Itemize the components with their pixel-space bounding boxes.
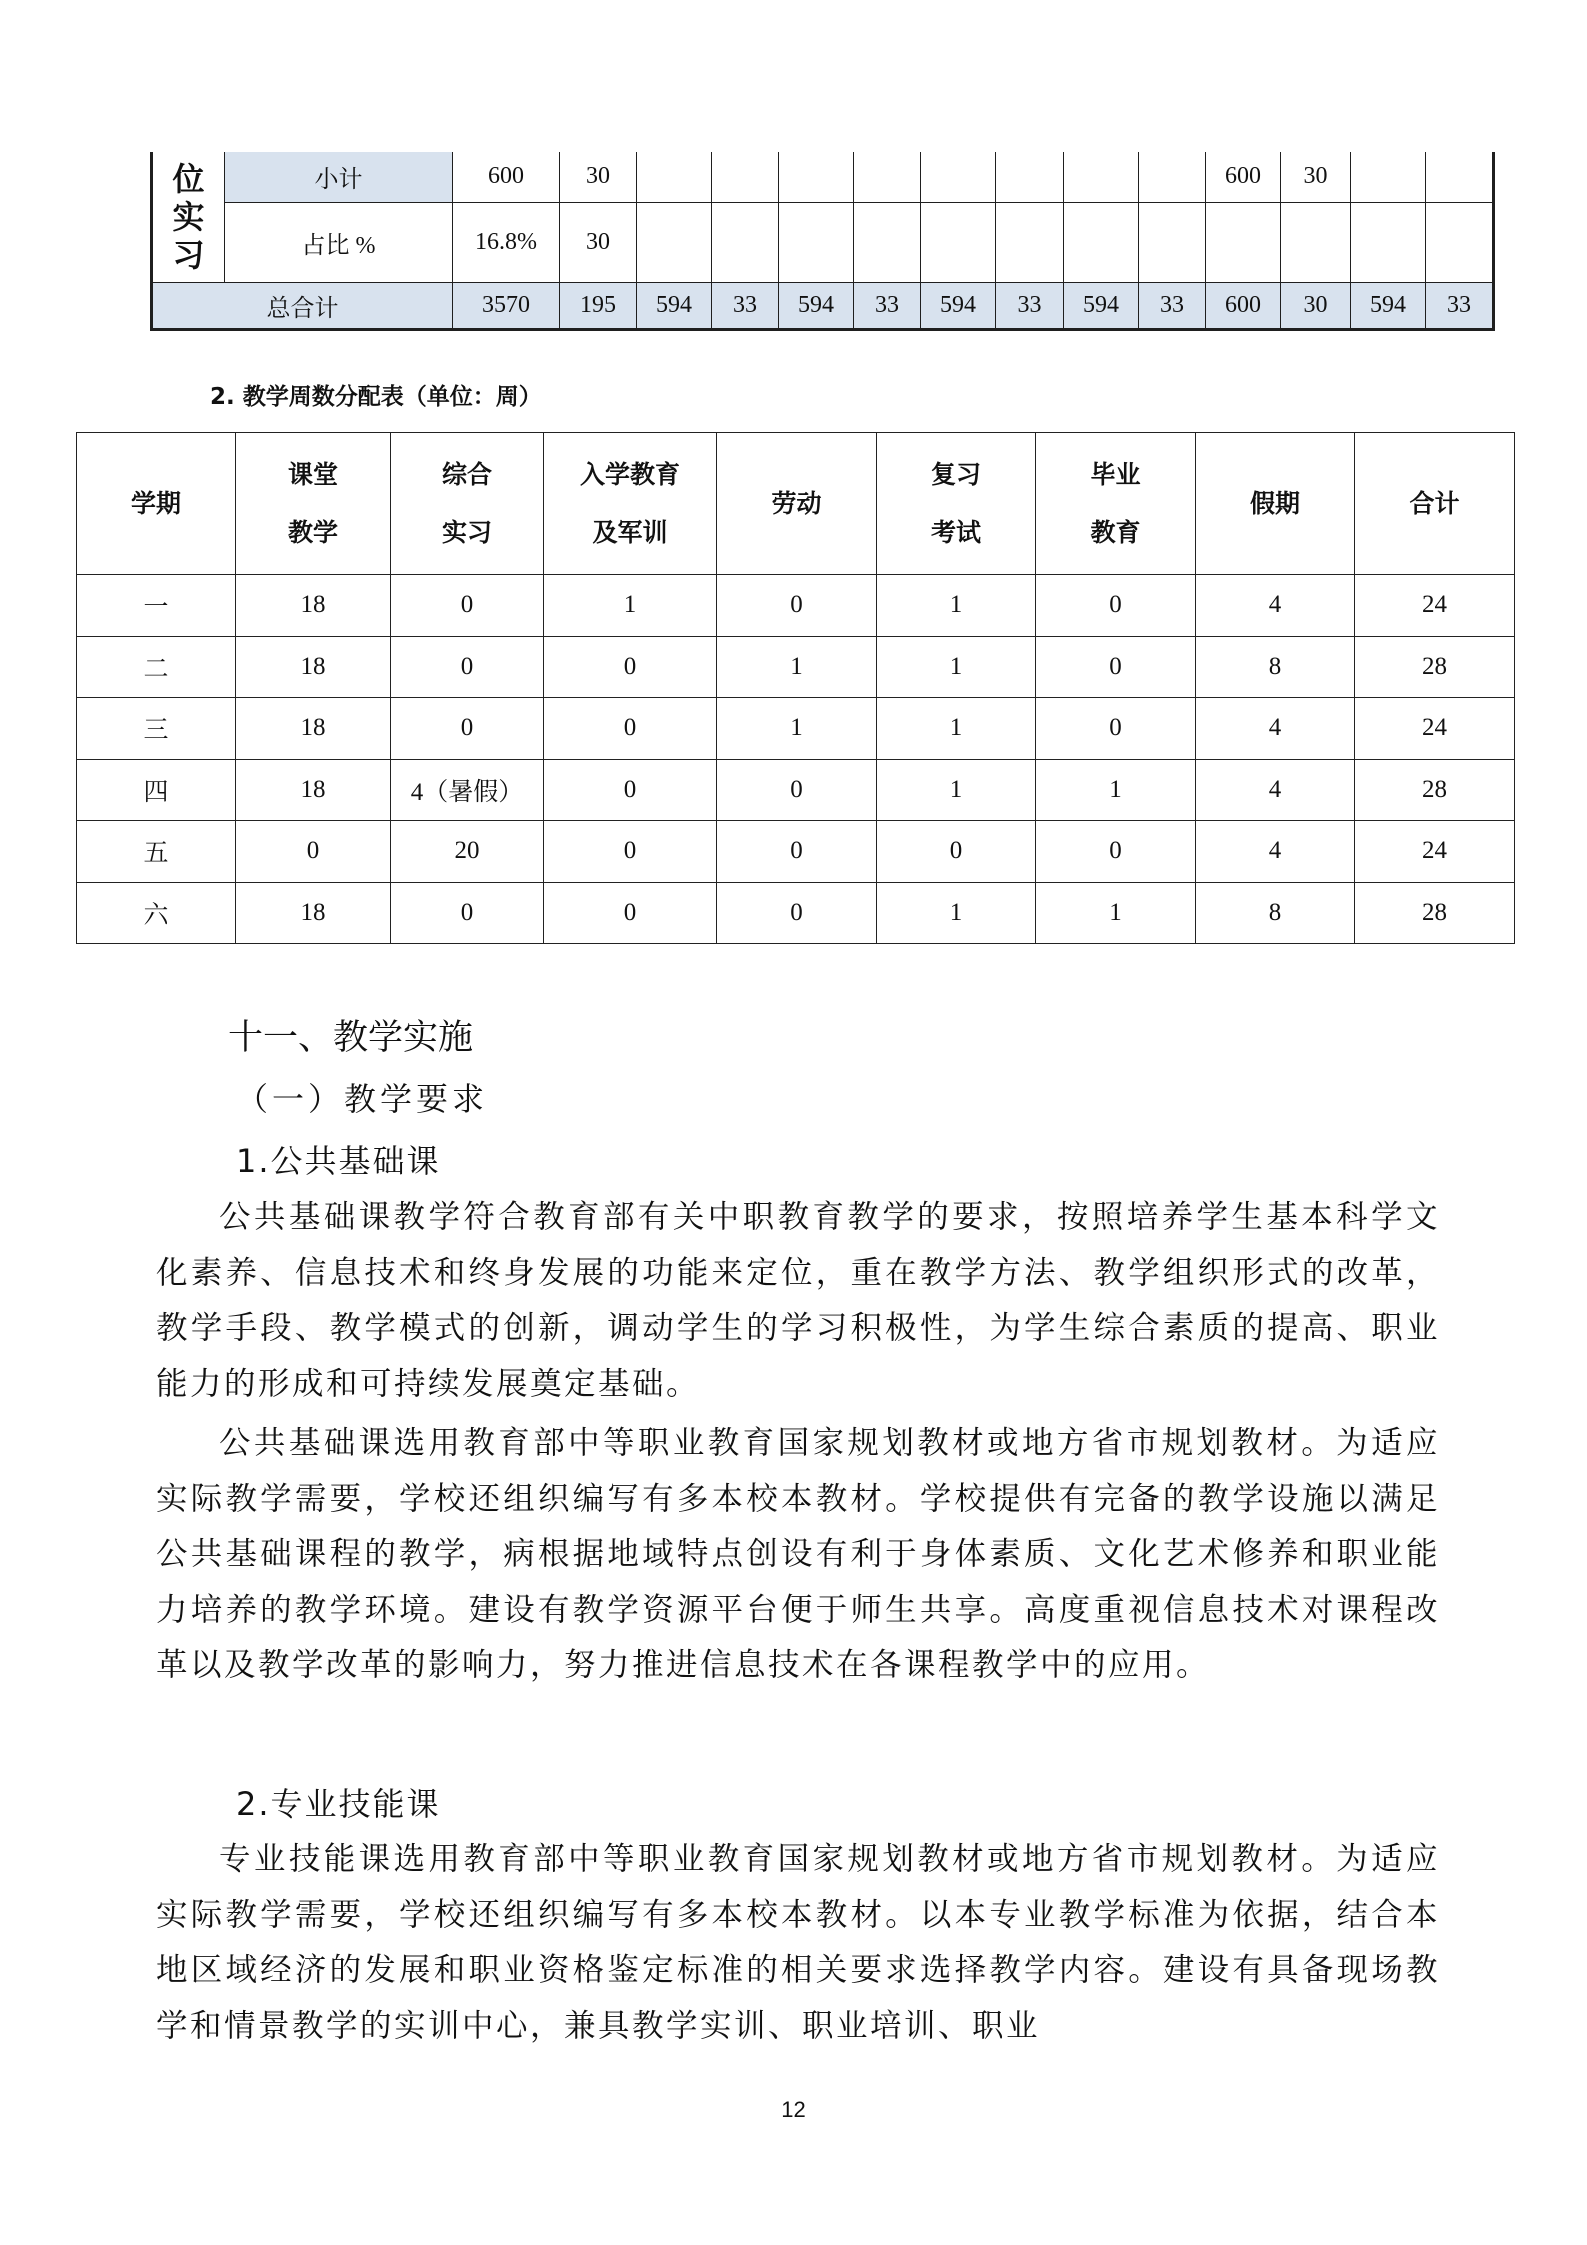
cell: 五 — [77, 821, 236, 883]
cell: 1 — [717, 636, 877, 698]
cell: 33 — [1139, 282, 1206, 329]
column-header: 毕业 教育 — [1036, 433, 1196, 575]
cell: 30 — [560, 152, 637, 202]
cell: 0 — [717, 821, 877, 883]
cell: 600 — [1206, 282, 1281, 329]
table-row — [77, 821, 1515, 883]
cell: 594 — [637, 282, 712, 329]
credit-summary-table — [150, 152, 1495, 331]
cell — [1139, 152, 1206, 202]
row-label-percentage: 占比 % — [225, 202, 453, 282]
cell — [1426, 152, 1494, 202]
cell: 33 — [712, 282, 779, 329]
cell: 28 — [1355, 882, 1515, 944]
cell: 1 — [544, 575, 717, 637]
cell: 600 — [1206, 152, 1281, 202]
cell: 0 — [717, 759, 877, 821]
cell: 1 — [1036, 882, 1196, 944]
cell: 1 — [877, 759, 1036, 821]
cell — [712, 152, 779, 202]
cell: 594 — [921, 282, 996, 329]
column-header: 假期 — [1196, 433, 1355, 575]
cell — [921, 152, 996, 202]
row-label-grand-total: 总合计 — [152, 282, 453, 329]
cell: 33 — [1426, 282, 1494, 329]
cell: 二 — [77, 636, 236, 698]
table-row — [152, 202, 1494, 282]
table-row — [77, 636, 1515, 698]
cell: 0 — [1036, 636, 1196, 698]
column-header: 入学教育 及军训 — [544, 433, 717, 575]
cell: 28 — [1355, 759, 1515, 821]
cell: 600 — [453, 152, 560, 202]
cell: 28 — [1355, 636, 1515, 698]
cell: 0 — [717, 882, 877, 944]
cell: 18 — [236, 698, 391, 760]
cell — [637, 152, 712, 202]
table-row — [77, 698, 1515, 760]
cell: 594 — [1064, 282, 1139, 329]
cell: 20 — [391, 821, 544, 883]
cell: 4 — [1196, 698, 1355, 760]
table-row — [77, 882, 1515, 944]
item-heading-professional-courses: 2.专业技能课 — [236, 1785, 441, 1823]
cell: 0 — [1036, 698, 1196, 760]
cell: 4 — [1196, 575, 1355, 637]
cell — [637, 202, 712, 282]
table-row — [77, 759, 1515, 821]
cell: 24 — [1355, 821, 1515, 883]
cell: 1 — [1036, 759, 1196, 821]
cell: 0 — [391, 575, 544, 637]
cell: 3570 — [453, 282, 560, 329]
column-header: 合计 — [1355, 433, 1515, 575]
cell: 30 — [1281, 282, 1351, 329]
cell: 594 — [1351, 282, 1426, 329]
cell: 195 — [560, 282, 637, 329]
cell — [779, 202, 854, 282]
cell: 0 — [236, 821, 391, 883]
row-label-subtotal: 小计 — [225, 152, 453, 202]
cell: 0 — [544, 636, 717, 698]
paragraph: 公共基础课选用教育部中等职业教育国家规划教材或地方省市规划教材。为适应实际教学需要，学校还组织编写有多本校本教材。学校提供有完备的教学设施以满足公共基础课程的教学，病根据地域特点创设有利于身体素质、文化艺术修养和职业能力培养的教学环境。建设有教学资源平台便于师生共享。高度重视信息技术对课程改革以及教学改革的影响力，努力推进信息技术在各课程教学中的应用。 — [156, 1425, 1440, 1683]
cell — [1281, 202, 1351, 282]
cell: 4 — [1196, 821, 1355, 883]
page-number: 12 — [781, 2097, 806, 2122]
cell: 18 — [236, 575, 391, 637]
item-heading-public-courses: 1.公共基础课 — [236, 1142, 441, 1180]
week-allocation-table — [76, 432, 1515, 944]
cell: 24 — [1355, 698, 1515, 760]
cell: 一 — [77, 575, 236, 637]
table-row — [152, 152, 1494, 202]
cell: 0 — [544, 698, 717, 760]
cell: 8 — [1196, 636, 1355, 698]
cell: 16.8% — [453, 202, 560, 282]
cell: 0 — [391, 636, 544, 698]
cell: 18 — [236, 882, 391, 944]
cell: 33 — [996, 282, 1064, 329]
cell — [996, 202, 1064, 282]
cell — [1206, 202, 1281, 282]
cell — [779, 152, 854, 202]
paragraph: 公共基础课教学符合教育部有关中职教育教学的要求，按照培养学生基本科学文化素养、信息技术和终身发展的功能来定位，重在教学方法、教学组织形式的改革，教学手段、教学模式的创新，调动学生的学习积极性，为学生综合素质的提高、职业能力的形成和可持续发展奠定基础。 — [156, 1199, 1440, 1402]
cell — [854, 152, 921, 202]
cell — [1064, 202, 1139, 282]
cell: 0 — [877, 821, 1036, 883]
cell: 4 — [1196, 759, 1355, 821]
cell: 594 — [779, 282, 854, 329]
cell: 0 — [391, 882, 544, 944]
internship-stub-label: 位 实 习 — [152, 152, 225, 282]
cell: 0 — [544, 882, 717, 944]
cell: 30 — [560, 202, 637, 282]
cell: 18 — [236, 636, 391, 698]
cell: 1 — [877, 575, 1036, 637]
cell: 1 — [717, 698, 877, 760]
column-header: 综合 实习 — [391, 433, 544, 575]
cell — [1139, 202, 1206, 282]
cell: 0 — [1036, 821, 1196, 883]
cell: 1 — [877, 882, 1036, 944]
week-table-caption: 2. 教学周数分配表（单位：周） — [210, 384, 542, 410]
cell: 三 — [77, 698, 236, 760]
cell: 0 — [544, 759, 717, 821]
cell — [1351, 152, 1426, 202]
cell: 0 — [1036, 575, 1196, 637]
cell: 18 — [236, 759, 391, 821]
section-heading: 十一、教学实施 — [228, 1018, 474, 1058]
cell — [996, 152, 1064, 202]
cell — [854, 202, 921, 282]
cell — [712, 202, 779, 282]
cell: 30 — [1281, 152, 1351, 202]
table-row — [77, 575, 1515, 637]
cell: 4（暑假） — [391, 759, 544, 821]
cell: 33 — [854, 282, 921, 329]
cell: 1 — [877, 698, 1036, 760]
cell: 四 — [77, 759, 236, 821]
cell: 1 — [877, 636, 1036, 698]
column-header: 复习 考试 — [877, 433, 1036, 575]
cell: 24 — [1355, 575, 1515, 637]
cell — [1426, 202, 1494, 282]
table-row-total — [152, 282, 1494, 329]
table-header-row — [77, 433, 1515, 575]
column-header: 课堂 教学 — [236, 433, 391, 575]
cell — [921, 202, 996, 282]
cell — [1064, 152, 1139, 202]
cell: 六 — [77, 882, 236, 944]
paragraph: 专业技能课选用教育部中等职业教育国家规划教材或地方省市规划教材。为适应实际教学需要，学校还组织编写有多本校本教材。以本专业教学标准为依据，结合本地区域经济的发展和职业资格鉴定标准的相关要求选择教学内容。建设有具备现场教学和情景教学的实训中心，兼具教学实训、职业培训、职业 — [156, 1841, 1440, 2044]
cell: 0 — [544, 821, 717, 883]
cell: 0 — [717, 575, 877, 637]
cell: 8 — [1196, 882, 1355, 944]
column-header: 劳动 — [717, 433, 877, 575]
cell — [1351, 202, 1426, 282]
sub-heading: （一）教学要求 — [236, 1080, 489, 1118]
cell: 0 — [391, 698, 544, 760]
column-header: 学期 — [77, 433, 236, 575]
